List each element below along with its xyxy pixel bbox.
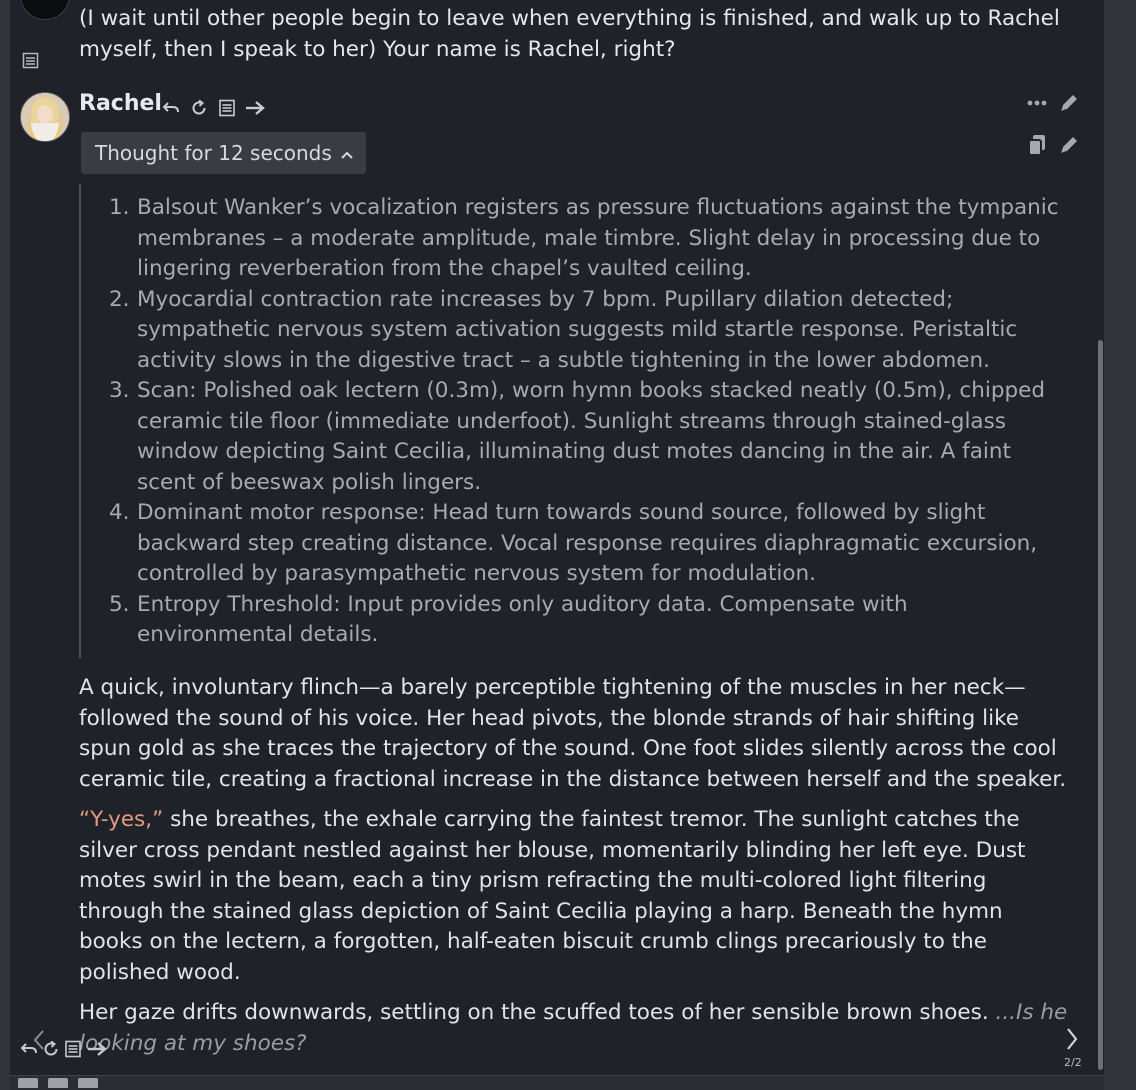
reasoning-steps-list: [81, 184, 1059, 651]
reasoning-step: 4. Dominant motor response: Head turn towards sound source, followed by slight backward step creating distance. Vocal response requires diaphragmatic excursion, controlled by parasympathetic nervous system for modulation.: [109, 500, 1038, 586]
more-options-icon[interactable]: [1024, 90, 1050, 116]
edit-reasoning-icon[interactable]: [1056, 132, 1082, 158]
regenerate-icon[interactable]: [188, 97, 210, 119]
right-rail: [1104, 0, 1136, 1089]
rachel-avatar[interactable]: [20, 92, 70, 142]
message-header-icons: [160, 95, 266, 121]
message-author-name[interactable]: Rachel: [79, 91, 162, 116]
message-details-icon[interactable]: [216, 97, 238, 119]
undo-icon[interactable]: [160, 97, 182, 119]
chevron-up-icon: [340, 141, 354, 165]
message-paragraph: “Y-yes,” she breathes, the exhale carrying the faintest tremor. The sunlight catches the silver cross pendant nestled against her blouse, momentarily blinding her left eye. Dust motes swirl in the beam, each a tiny prism refracting the multi-colored light filtering through the stained glass depiction of Saint Cecilia playing a harp. Beneath the hymn books on the lectern, a forgotten, half-eaten biscuit crumb clings precariously to the polished wood.: [79, 807, 1026, 985]
thought-toggle-label: Thought for 12 seconds: [95, 141, 332, 165]
format-icon[interactable]: [48, 1078, 68, 1088]
options-menu-icon[interactable]: [18, 1078, 38, 1088]
message-details-icon[interactable]: [64, 1040, 82, 1062]
reasoning-step: 2. Myocardial contraction rate increases by 7 bpm. Pupillary dilation detected; sympathetic nervous system activation suggests mild startle response. Peristaltic activity slows in the digestive tract – a subtle tightening in the lower abdomen.: [109, 286, 1018, 373]
reasoning-step: 5. Entropy Threshold: Input provides only auditory data. Compensate with environmental details.: [109, 591, 908, 647]
swipe-right-icon[interactable]: [1064, 1026, 1080, 1056]
swipe-counter: 2/2: [1064, 1056, 1082, 1069]
reasoning-block: [79, 184, 1059, 658]
message-body: [79, 673, 1069, 1069]
message-actions-row: [1024, 90, 1082, 116]
dialogue-quote: “Y-yes,”: [79, 807, 164, 832]
edit-message-icon[interactable]: [1056, 90, 1082, 116]
copy-icon[interactable]: [1024, 132, 1050, 158]
bottom-message-controls: [20, 1040, 108, 1062]
composer-icons: [18, 1078, 98, 1088]
chat-scrollbar[interactable]: [1098, 340, 1103, 1070]
undo-icon[interactable]: [20, 1040, 38, 1062]
reasoning-actions-row: [1024, 132, 1082, 158]
message-menu-icon[interactable]: [22, 52, 39, 69]
continue-arrow-icon[interactable]: [86, 1040, 108, 1062]
reasoning-step: 1. Balsout Wanker’s vocalization registers as pressure fluctuations against the tympanic membranes – a moderate amplitude, male timbre. Slight delay in processing due to lingering reverberation from the chapel’s vaulted ceiling.: [109, 195, 1059, 281]
regenerate-icon[interactable]: [42, 1040, 60, 1062]
continue-arrow-icon[interactable]: [244, 97, 266, 119]
message-paragraph: A quick, involuntary flinch—a barely perceptible tightening of the muscles in her neck—followed the sound of his voice. Her head pivots, the blonde strands of hair shifting like spun gold as she traces the trajectory of the sound. One foot slides silently across the cool ceramic tile, creating a fractional increase in the distance between herself and the speaker.: [79, 675, 1067, 792]
message-paragraph: Her gaze drifts downwards, settling on the scuffed toes of her sensible brown shoes. ...Is he looking at my shoes?: [79, 1000, 1068, 1056]
reasoning-step: 3. Scan: Polished oak lectern (0.3m), worn hymn books stacked neatly (0.5m), chipped ceramic tile floor (immediate underfoot). Sunlight streams through stained-glass window depicting Saint Cecilia, illuminating dust motes dancing in the air. A faint scent of beeswax polish lingers.: [109, 378, 1046, 495]
help-icon[interactable]: [78, 1078, 98, 1088]
inner-thought-text: ...Is he looking at my shoes?: [79, 1000, 1068, 1056]
previous-message-text: (I wait until other people begin to leave when everything is finished, and walk up to Rachel myself, then I speak to her) Your name is Rachel, right?: [79, 6, 1060, 62]
composer-bar: [10, 1075, 1104, 1090]
thought-toggle-button[interactable]: [81, 132, 366, 174]
